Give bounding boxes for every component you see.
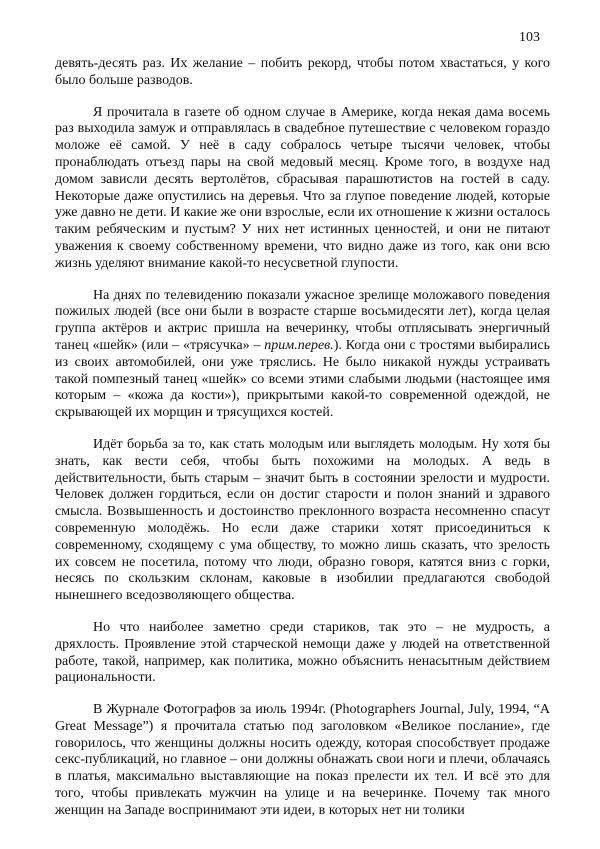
paragraph: Я прочитала в газете об одном случае в Америке, когда некая дама восемь раз выходила замуж и отправлялась в свадебное путешествие с человеком гораздо моложе её самой. У неё в саду собралось четыре тысячи человек, чтобы пронаблюдать отъезд пары на свой медовый месяц. Кроме того, в воздухе над домом зависли десять вертолётов, сбрасывая парашютистов на гостей в саду. Некоторые даже опустились на деревья. Что за глупое поведение людей, которые уже давно не дети. И какие же они взрослые, если их отношение к жизни осталось таким ребяческим и пустым? У них нет истинных ценностей, и они не питают уважения к своему собственному времени, что видно даже из того, как они всю жизнь уделяют внимание какой-то несусветной глупости. <box>55 104 550 271</box>
paragraph-continuation: девять-десять раз. Их желание – побить рекорд, чтобы потом хвастаться, у кого было больше разводов. <box>55 56 550 88</box>
paragraph-text: ). Когда они с тростями выбирались из своих автомобилей, они уже тряслись. Не было никакой нужды устраивать такой помпезный танец «шейк» со всеми этими слабыми людьми (настоящее имя которым – «кожа да кости»), прикрытыми какой-то современной одеждой, не скрывающей их морщин и трясущихся костей. <box>55 337 550 421</box>
page-number: 103 <box>519 30 540 45</box>
paragraph: Но что наиболее заметно среди стариков, так это – не мудрость, а дряхлость. Проявление этой старческой немощи даже у людей на ответственной работе, такой, например, как политика, можно объяснить ненасытным действием рациональности. <box>55 619 550 686</box>
translator-note: прим.перев. <box>264 337 334 353</box>
paragraph <box>55 288 550 422</box>
paragraph: Идёт борьба за то, как стать молодым или выглядеть молодым. Ну хотя бы знать, как вести себя, чтобы быть похожими на молодых. А ведь в действительности, быть старым – значит быть в состоянии зрелости и мудрости. Человек должен гордиться, если он достиг старости и полон знаний и здравого смысла. Возвышенность и достоинство преклонного возраста несомненно спасут современную молодёжь. Но если даже старики хотят присоединиться к современному, сходящему с ума обществу, то можно лишь сказать, что зрелость их совсем не посетила, потому что люди, образно говоря, катятся вниз с горки, несясь по скользким склонам, каковые в изобилии предлагаются свободой нынешнего вседозволяющего общества. <box>55 436 550 604</box>
paragraph-text: На днях по телевидению показали ужасное зрелище моложавого поведения пожилых людей (все они были в возрасте старше восьмидесяти лет), когда целая группа актёров и актрис пришла на вечеринку, чтобы отплясывать энергичный танец «шейк» (или – «трясучка» – <box>55 287 550 353</box>
paragraph: В Журнале Фотографов за июль 1994г. (Photographers Journal, July, 1994, “A Great Message”) я прочитала статью под заголовком «Великое послание», где говорилось, что женщины должны носить одежду, которая способствует продаже секс-публикаций, но главное – они должны обнажать свои ноги и плечи, облачаясь в платья, максимально выставляющие на показ прелести их тел. И всё это для того, чтобы привлекать мужчин на улице и на вечеринке. Почему так много женщин на Западе воспринимают эти идеи, в которых нет ни толики <box>55 702 550 818</box>
